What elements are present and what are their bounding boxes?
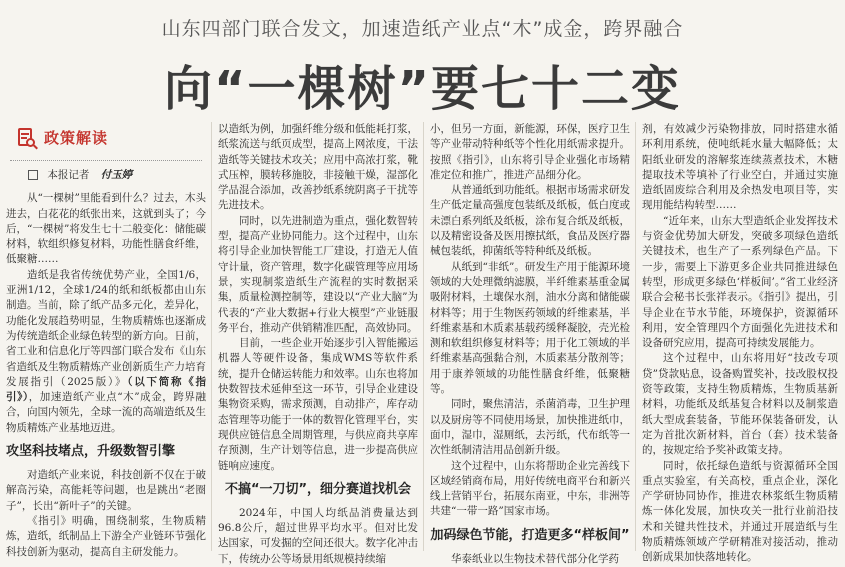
paragraph: 从普通纸到功能纸。根据市场需求研发生产低定量高强度包装纸及纸板，低白度或未漂白系列纸及纸板，涂布复合纸及纸板，以及精密设备及医用擦拭纸，食品及医疗器械包装纸，抑菌纸等特种纸及纸板。 (430, 184, 630, 258)
section-heading: 加码绿色节能，打造更多“样板间” (430, 527, 630, 543)
article-column-4 (642, 122, 838, 564)
article-column-2 (218, 122, 418, 565)
paragraph: 剂，有效减少污染物排放，同时搭建水循环利用系统，使吨纸耗水量大幅降低；太阳纸业研发的溶解浆连续蒸煮技术，木糖提取技术等填补了行业空白，并通过实施造纸固废综合利用及余热发电项目等，实现用能结构转型…… (642, 123, 838, 212)
paragraph: 2024年，中国人均纸品消费量达到96.8公斤，超过世界平均水平。但对比发达国家，可发掘的空间还很大。数字化冲击下，传统办公等场景用纸规模持续缩 (218, 506, 418, 565)
byline-author: 付玉婷 (100, 169, 133, 181)
paragraph: 目前，一些企业开始逐步引入智能搬运机器人等硬件设备，集成WMS等软件系统，提升仓储运转能力和效率。山东也将加快数智技术延伸至这一环节，引导企业建设集物资采购，需求预测，自动排产，库存动态管理等功能于一体的数智化管理平台，实现供应链信息全周期管理，与供应商共享库存预测，生产计划等信息，进一步提高供应链响应速度。 (218, 337, 418, 472)
article-column-3 (430, 122, 630, 565)
divider (10, 160, 202, 162)
paragraph: 小，但另一方面，新能源，环保，医疗卫生等产业带动特种纸等个性化用纸需求提升。按照《指引》，山东将引导企业强化市场精准定位和推广，推进产品细分化。 (430, 123, 630, 181)
section-heading: 不搞“一刀切”，细分赛道找机会 (224, 481, 412, 497)
paragraph: 华泰纸业以生物技术替代部分化学药 (451, 552, 619, 565)
paragraph: 以造纸为例，加强纤维分级和低能耗打浆，纸浆流送与纸页成型，提高上网浓度，干法造纸等关键技术攻关；应用中高浓打浆，靴式压榨，膜转移施胶，非接触干燥，湿部化学品混合添加，改善抄纸系统阴离子干扰等先进技术。 (218, 123, 418, 212)
paragraph-text: 造纸是我省传统优势产业，全国1/6，亚洲1/12，全球1/24的纸和纸板都由山东制造。当前，除了纸产品多元化，差异化，功能化发展趋势明显，生物质精炼也逐渐成为传统造纸企业绿色转型的新方向。日前，省工业和信息化厅等四部门联合发布《山东省造纸及生物质精炼产业创新质生产力培育发展指引（2025版）》 (6, 268, 206, 388)
headline-title: 向“一棵树”要七十二变 (163, 61, 682, 117)
paragraph: 这个过程中，山东将帮助企业完善线下区域经销商布局，用好传统电商平台和新兴线上营销平台，拓展东南亚，中东，非洲等共建“一带一路”国家市场。 (430, 459, 630, 518)
paragraph-bold: （以下简称《指引》） (6, 375, 206, 404)
article-column-1 (6, 122, 206, 558)
policy-tag-label: 政策解读 (44, 129, 109, 148)
byline (28, 168, 206, 183)
paragraph: 这个过程中，山东将用好“技改专项贷”贷款贴息，设备购置奖补，技改股权投资等政策，支持生物质精炼，生物质基新材料，功能纸及纸基复合材料以及制浆造纸大型成套装备，节能环保装备研发，认定为首批次新材料，首台（套）技术装备的，按规定给予奖补政策支持。 (642, 352, 838, 457)
byline-prefix: 本报记者 (47, 169, 90, 181)
document-search-icon (16, 127, 38, 151)
paragraph: 从“一棵树”里能看到什么？过去，木头进去，白花花的纸张出来，这就到头了；今后，“一棵树”将发生七十二般变化：储能碳材料，软组织修复材料，功能性膳食纤维，低聚糖…… (6, 192, 206, 266)
paragraph: “近年来，山东大型造纸企业发挥技术与资金优势加大研发，突破多项绿色造纸关键技术，也生产了一系列绿色产品。下一步，需要上下游更多企业共同推进绿色转型，形成更多绿色‘样板间’。”省工业经济联合会秘书长张祥表示。《指引》提出，引导企业在节水节能，环境保护，资源循环利用，安全管理四个方面强化先进技术和设备研究应用，提高可持续发展能力。 (642, 214, 838, 350)
paragraph-text: ，加速造纸产业点“木”成金，跨界融合，向国内领先，全球一流的高端造纸及生物质精炼产业基地迈进。 (6, 391, 206, 434)
byline-box-icon (28, 170, 38, 180)
paragraph: 同时，聚焦清洁，杀菌消毒，卫生护理以及厨房等不同使用场景，加快推进纸巾，面巾，湿巾，湿厕纸，去污纸，代布纸等一次性纸制清洁用品创新升级。 (430, 398, 630, 457)
column-divider (635, 122, 636, 551)
paragraph (6, 268, 206, 436)
column-divider (423, 122, 424, 551)
policy-tag (6, 122, 206, 156)
paragraph: 对造纸产业来说，科技创新不仅在于破解高污染，高能耗等问题，也是跳出“老圈子”，长出“新叶子”的关键。 (6, 469, 206, 512)
headline-subtitle: 山东四部门联合发文，加速造纸产业点“木”成金，跨界融合 (161, 18, 684, 40)
paragraph: 从纸到“非纸”。研发生产用于能源环境领域的大处理微纳滤膜，半纤维素基重金属吸附材料，土壤保水剂，油水分离和储能碳材料等；用于生物医药领域的纤维素基，半纤维素基和木质素基载药缓释凝胶，壳光检测和软组织修复材料等；用于化工领域的半纤维素基高强黏合剂，木质素基分散剂等；用于康养领域的功能性膳食纤维，低聚糖等。 (430, 260, 630, 396)
section-heading: 攻坚科技堵点，升级数智引擎 (6, 444, 176, 460)
paragraph: 同时，依托绿色造纸与资源循环全国重点实验室，有关高校，重点企业，深化产学研协同协作，推进农林浆纸生物质精炼一体化发展，加快攻关一批行业前沿技术和关键共性技术，并通过开展造纸与生物质精炼领域产学研精准对接活动，推动创新成果加快落地转化。 (642, 459, 838, 564)
column-divider (211, 122, 212, 551)
paragraph: 同时，以先进制造为重点，强化数智转型，提高产业协同能力。这个过程中，山东将引导企业加快智能工厂建设，打造无人值守计量，资产管理，数字化碳管理等应用场景，实现制浆造纸生产流程的实时数据采集，质量检测控制等，建设以“产业大脑”为代表的“产业大数据+行业大模型”产业链服务平台，推动产供销精准匹配，高效协同。 (218, 214, 418, 334)
paragraph: 《指引》明确，围绕制浆，生物质精炼，造纸，纸制品上下游全产业链环节强化科技创新为驱动，提高自主研发能力。 (6, 514, 206, 558)
